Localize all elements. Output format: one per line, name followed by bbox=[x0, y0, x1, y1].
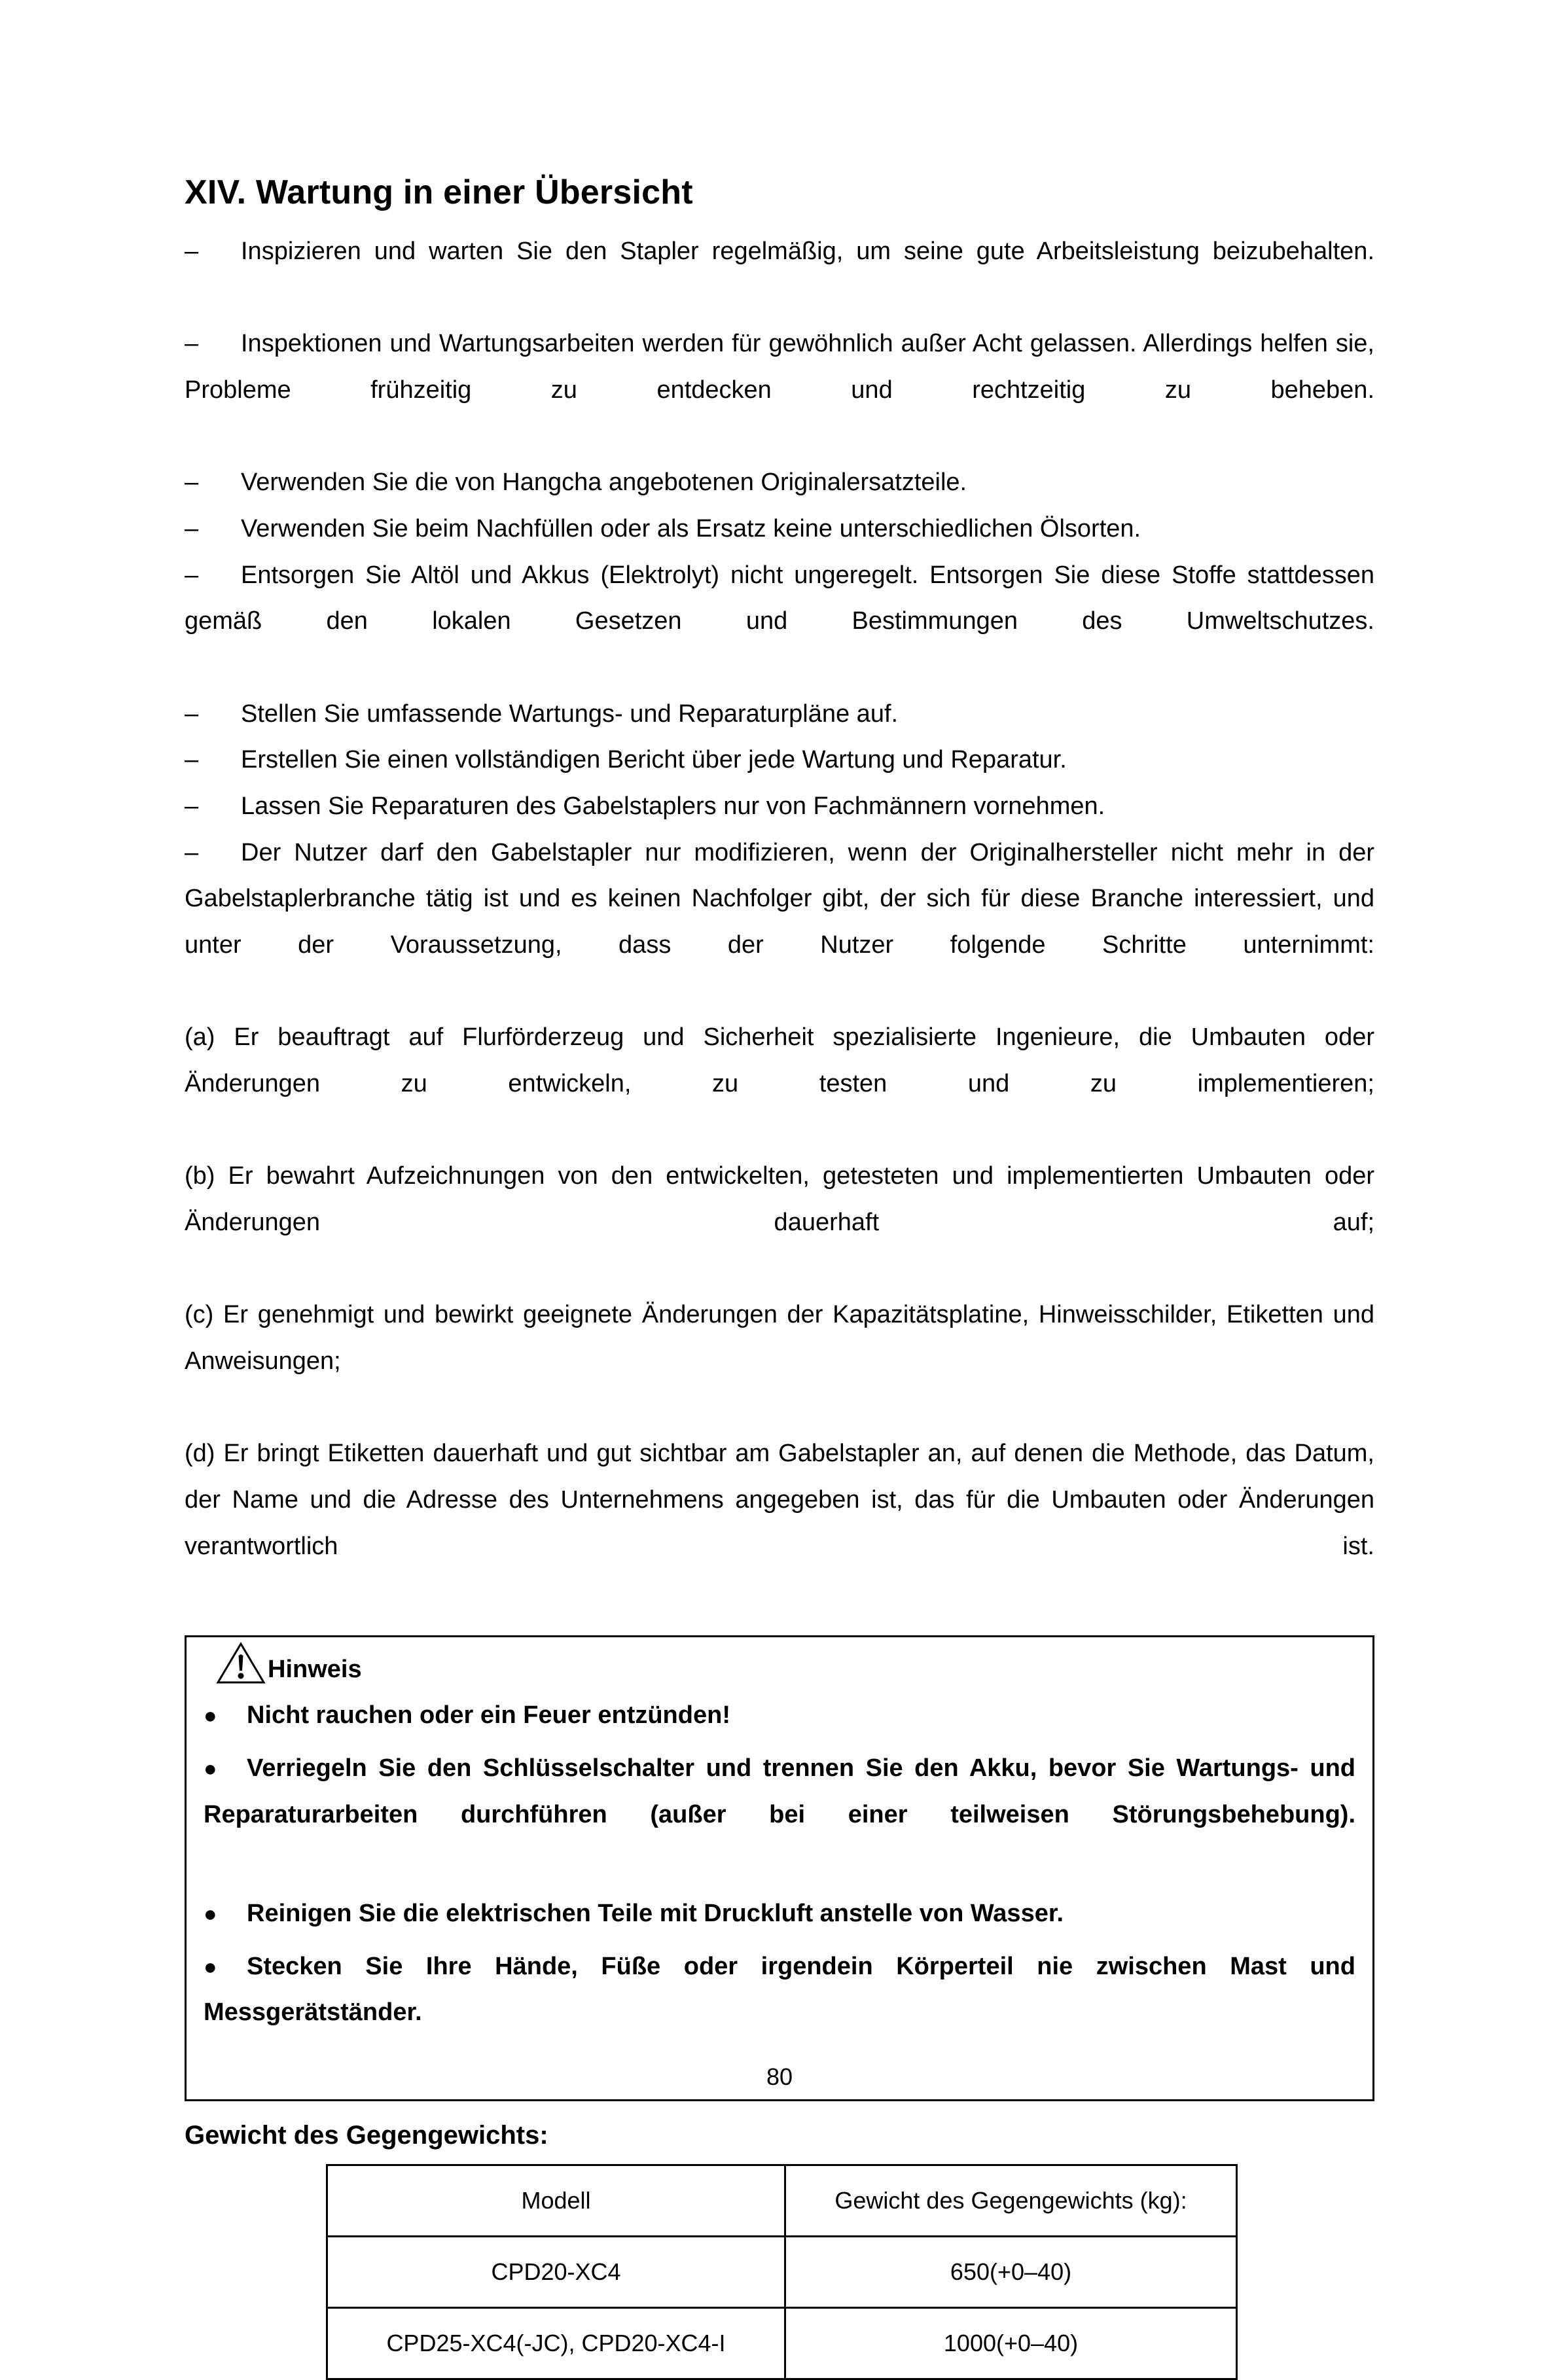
table-cell-model: CPD20-XC4 bbox=[327, 2236, 785, 2307]
bullet-item bbox=[185, 783, 1374, 830]
note-bullet-text: Nicht rauchen oder ein Feuer entzünden! bbox=[247, 1701, 730, 1730]
note-bullet-text: Verriegeln Sie den Schlüsselschalter und trennen Sie den Akku, bevor Sie Wartungs- und Reparaturarbeiten durchführen (außer bei einer teilweisen Störungsbehebung). bbox=[204, 1754, 1355, 1828]
table-body bbox=[327, 2236, 1237, 2379]
table-row bbox=[327, 2307, 1237, 2379]
bullet-item bbox=[185, 321, 1374, 459]
bullet-dash-marker: – bbox=[185, 838, 199, 866]
note-bullet-marker: ● bbox=[204, 1703, 217, 1729]
bullet-dash-marker: – bbox=[185, 469, 199, 497]
bullet-dash-marker: – bbox=[185, 700, 199, 728]
note-bullet-item bbox=[204, 1745, 1355, 1884]
note-bullet-marker: ● bbox=[204, 1954, 217, 1980]
counterweight-table bbox=[326, 2164, 1238, 2380]
table-cell-weight: 650(+0–40) bbox=[785, 2236, 1237, 2307]
page-title: XIV. Wartung in einer Übersicht bbox=[185, 173, 693, 211]
table-row bbox=[327, 2236, 1237, 2307]
bullet-text: Verwenden Sie die von Hangcha angebotenen Originalersatzteile. bbox=[241, 469, 967, 497]
note-bullet-text: Stecken Sie Ihre Hände, Füße oder irgendein Körperteil nie zwischen Mast und Messgerätständer. bbox=[204, 1952, 1355, 2027]
page-number: 80 bbox=[766, 2063, 793, 2090]
bullet-item bbox=[185, 228, 1374, 321]
table-header-cell: Gewicht des Gegengewichts (kg): bbox=[785, 2165, 1237, 2236]
bullet-text: Lassen Sie Reparaturen des Gabelstaplers nur von Fachmännern vornehmen. bbox=[241, 792, 1105, 821]
bullet-dash-marker: – bbox=[185, 561, 199, 589]
warning-triangle-icon bbox=[215, 1641, 266, 1686]
bullet-text: Inspektionen und Wartungsarbeiten werden für gewöhnlich außer Acht gelassen. Allerdings helfen sie, Probleme frühzeitig zu entdecken und rechtzeitig zu beheben. bbox=[185, 330, 1374, 404]
lettered-list bbox=[185, 1014, 1374, 1616]
page-content bbox=[185, 171, 1374, 2380]
bullet-item bbox=[185, 830, 1374, 1015]
note-box-header bbox=[215, 1629, 1355, 1686]
bullet-dash-marker: – bbox=[185, 238, 199, 265]
bullet-list bbox=[185, 228, 1374, 1014]
bullet-item bbox=[185, 737, 1374, 783]
bullet-text: Entsorgen Sie Altöl und Akkus (Elektrolyt) nicht ungeregelt. Entsorgen Sie diese Stoffe stattdessen gemäß den lokalen Gesetzen und Bestimmungen des Umweltschutzes. bbox=[185, 561, 1374, 635]
note-bullet-item bbox=[204, 1944, 1355, 2082]
bullet-dash-marker: – bbox=[185, 515, 199, 543]
note-box-items bbox=[204, 1692, 1355, 2082]
note-bullet-text: Reinigen Sie die elektrischen Teile mit Druckluft anstelle von Wasser. bbox=[247, 1899, 1064, 1927]
bullet-dash-marker: – bbox=[185, 330, 199, 358]
note-box bbox=[185, 1635, 1374, 2101]
lettered-item: (a) Er beauftragt auf Flurförderzeug und Sicherheit spezialisierte Ingenieure, die Umbauten oder Änderungen zu entwickeln, zu testen und zu implementieren; bbox=[185, 1023, 1374, 1098]
bullet-item bbox=[185, 506, 1374, 552]
note-box-title: Hinweis bbox=[268, 1656, 362, 1684]
table-cell-model: CPD25-XC4(-JC), CPD20-XC4-I bbox=[327, 2307, 785, 2379]
counterweight-heading: Gewicht des Gegengewichts: bbox=[185, 2120, 548, 2150]
bullet-text: Stellen Sie umfassende Wartungs- und Reparaturpläne auf. bbox=[241, 700, 899, 728]
lettered-item: (b) Er bewahrt Aufzeichnungen von den entwickelten, getesteten und implementierten Umbauten oder Änderungen dauerhaft auf; bbox=[185, 1162, 1374, 1237]
lettered-item: (c) Er genehmigt und bewirkt geeignete Änderungen der Kapazitätsplatine, Hinweisschilder, Etiketten und Anweisungen; bbox=[185, 1301, 1374, 1376]
bullet-text: Der Nutzer darf den Gabelstapler nur modifizieren, wenn der Originalhersteller nicht mehr in der Gabelstaplerbranche tätig ist und es keinen Nachfolger gibt, der sich für diese Branche interessiert, und unter der Voraussetzung, dass der Nutzer folgende Schritte unternimmt: bbox=[185, 838, 1374, 959]
table-header-cell: Modell bbox=[327, 2165, 785, 2236]
bullet-dash-marker: – bbox=[185, 746, 199, 774]
lettered-item: (d) Er bringt Etiketten dauerhaft und gut sichtbar am Gabelstapler an, auf denen die Methode, das Datum, der Name und die Adresse des Unternehmens angegeben ist, das für die Umbauten oder Änderungen verantwortlich ist. bbox=[185, 1440, 1374, 1560]
note-bullet-item bbox=[204, 1891, 1355, 1937]
bullet-item bbox=[185, 459, 1374, 506]
bullet-text: Inspizieren und warten Sie den Stapler regelmäßig, um seine gute Arbeitsleistung beizubehalten. bbox=[241, 238, 1374, 265]
bullet-dash-marker: – bbox=[185, 792, 199, 821]
bullet-text: Erstellen Sie einen vollständigen Bericht über jede Wartung und Reparatur. bbox=[241, 746, 1067, 774]
note-bullet-item bbox=[204, 1692, 1355, 1739]
table-header-row bbox=[327, 2165, 1237, 2236]
table-cell-weight: 1000(+0–40) bbox=[785, 2307, 1237, 2379]
note-bullet-marker: ● bbox=[204, 1756, 217, 1781]
bullet-item bbox=[185, 691, 1374, 737]
note-bullet-marker: ● bbox=[204, 1901, 217, 1927]
bullet-text: Verwenden Sie beim Nachfüllen oder als Ersatz keine unterschiedlichen Ölsorten. bbox=[241, 515, 1141, 543]
bullet-item bbox=[185, 552, 1374, 691]
